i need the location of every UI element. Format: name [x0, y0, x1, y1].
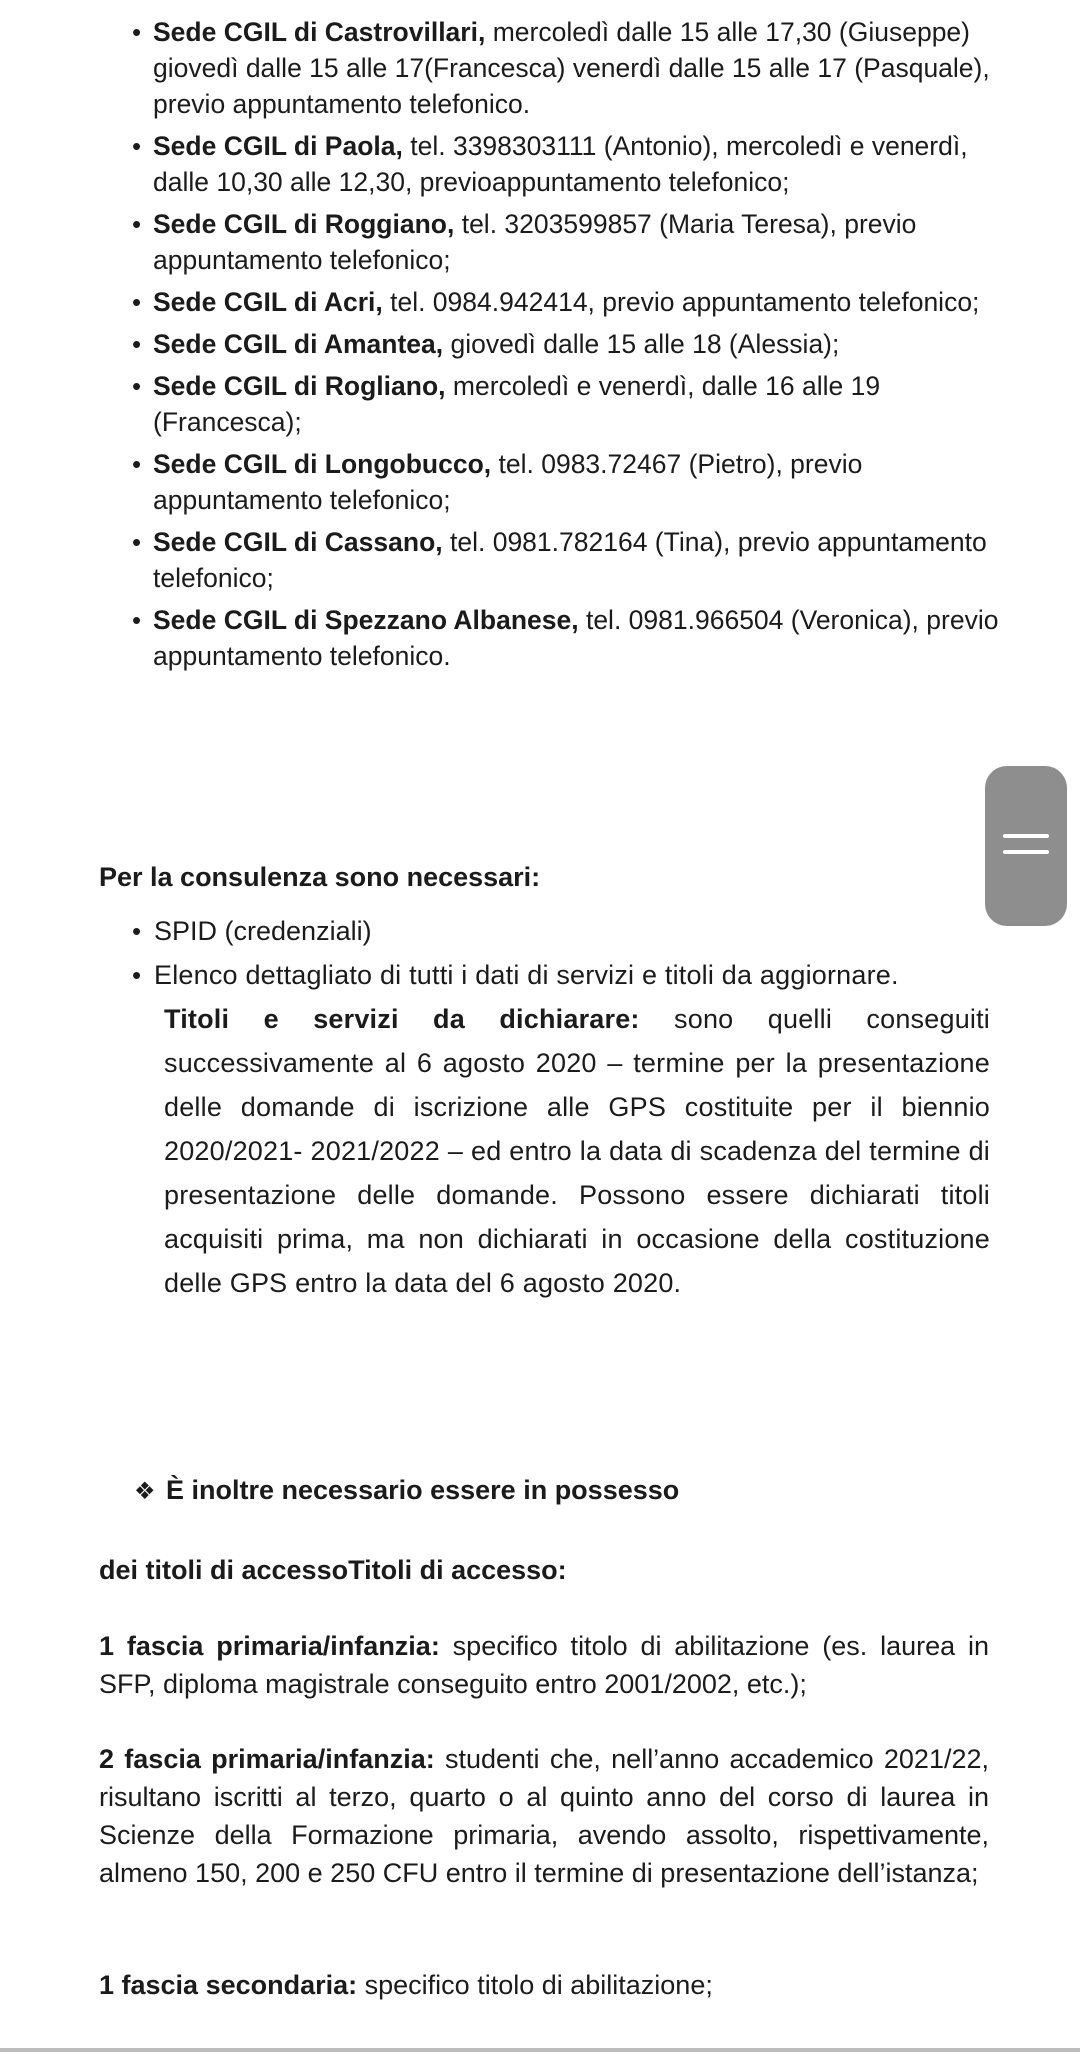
bullet-icon: •	[132, 916, 142, 946]
list-item	[132, 206, 1002, 278]
sede-details: mercoledì e venerdì, dalle 16 alle 19 (Francesca);	[153, 371, 881, 437]
paragraph	[99, 1627, 989, 1703]
list-item	[132, 128, 1002, 200]
bullet-icon: •	[132, 371, 142, 401]
sede-details: tel. 0981.782164 (Tina), previo appuntamento telefonico;	[153, 527, 987, 593]
paragraph-label: 2 fascia primaria/infanzia:	[99, 1744, 435, 1774]
list-item	[132, 446, 1002, 518]
paragraph-text: specifico titolo di abilitazione;	[357, 1970, 713, 2000]
paragraph-label: 1 fascia secondaria:	[99, 1970, 358, 2000]
sede-name: Sede CGIL di Rogliano,	[153, 371, 446, 401]
list-item	[132, 368, 1002, 440]
sede-details: mercoledì dalle 15 alle 17,30 (Giuseppe) giovedì dalle 15 alle 17(Francesca) venerdì dalle 15 alle 17 (Pasquale), previo appuntamento telefonico.	[153, 17, 990, 119]
bullet-icon: •	[132, 527, 142, 557]
bullet-icon: •	[132, 960, 142, 990]
requirements-list	[132, 909, 990, 1305]
list-item	[132, 909, 990, 953]
inoltre-text: È inoltre necessario essere in possesso	[166, 1475, 680, 1505]
requirement-text: SPID (credenziali)	[154, 916, 372, 946]
sede-details: tel. 3398303111 (Antonio), mercoledì e venerdì, dalle 10,30 alle 12,30, previoappuntamento telefonico;	[153, 131, 968, 197]
bottom-edge-divider	[0, 2048, 1080, 2052]
sedi-list	[132, 14, 1002, 680]
bullet-icon: •	[132, 329, 142, 359]
sede-name: Sede CGIL di Acri,	[153, 287, 383, 317]
list-item	[132, 326, 1002, 362]
titoli-servizi-label: Titoli e servizi da dichiarare:	[164, 1004, 640, 1034]
bullet-icon: •	[132, 605, 142, 635]
titoli-servizi-text: sono quelli conseguiti successivamente al 6 agosto 2020 – termine per la presentazione delle domande di iscrizione alle GPS costituite per il biennio 2020/2021- 2021/2022 – ed entro la data di scadenza del termine di presentazione delle domande. Possono essere dichiarati titoli acquisiti prima, ma non dichiarati in occasione della costituzione delle GPS entro la data del 6 agosto 2020.	[164, 1004, 991, 1298]
list-item	[132, 524, 1002, 596]
sede-name: Sede CGIL di Spezzano Albanese,	[153, 605, 579, 635]
inoltre-line	[134, 1475, 679, 1506]
sede-name: Sede CGIL di Longobucco,	[153, 449, 492, 479]
list-item	[132, 14, 1002, 122]
diamond-bullet-icon: ❖	[134, 1478, 156, 1505]
sede-details: tel. 0981.966504 (Veronica), previo appuntamento telefonico.	[153, 605, 999, 671]
list-item	[132, 284, 1002, 320]
sede-name: Sede CGIL di Paola,	[153, 131, 403, 161]
bullet-icon: •	[132, 449, 142, 479]
sede-details: giovedì dalle 15 alle 18 (Alessia);	[443, 329, 840, 359]
sede-name: Sede CGIL di Roggiano,	[153, 209, 455, 239]
paragraph-label: 1 fascia primaria/infanzia:	[99, 1631, 440, 1661]
paragraph	[99, 1740, 989, 1892]
sede-details: tel. 0983.72467 (Pietro), previo appuntamento telefonico;	[153, 449, 863, 515]
requirement-text: Elenco dettagliato di tutti i dati di servizi e titoli da aggiornare.	[154, 960, 899, 990]
bullet-icon: •	[132, 131, 142, 161]
sede-name: Sede CGIL di Amantea,	[153, 329, 444, 359]
list-item	[132, 953, 990, 1305]
fast-scroll-handle[interactable]	[985, 766, 1067, 926]
bullet-icon: •	[132, 17, 142, 47]
bullet-icon: •	[132, 287, 142, 317]
paragraph-text: studenti che, nell’anno accademico 2021/22, risultano iscritti al terzo, quarto o al quinto anno del corso di laurea in Scienze della Formazione primaria, avendo assolto, rispettivamente, almeno 150, 200 e 250 CFU entro il termine di presentazione dell’istanza;	[99, 1744, 989, 1888]
sede-name: Sede CGIL di Castrovillari,	[153, 17, 486, 47]
list-item	[132, 602, 1002, 674]
titoli-accesso-heading: dei titoli di accessoTitoli di accesso:	[99, 1555, 567, 1585]
consulenza-heading: Per la consulenza sono necessari:	[99, 862, 541, 892]
bullet-icon: •	[132, 209, 142, 239]
paragraph	[99, 1966, 989, 2004]
sede-details: tel. 0984.942414, previo appuntamento telefonico;	[382, 287, 980, 317]
paragraph-text: specifico titolo di abilitazione (es. laurea in SFP, diploma magistrale conseguito entro 2001/2002, etc.);	[99, 1631, 989, 1699]
sede-name: Sede CGIL di Cassano,	[153, 527, 443, 557]
sede-details: tel. 3203599857 (Maria Teresa), previo appuntamento telefonico;	[153, 209, 917, 275]
